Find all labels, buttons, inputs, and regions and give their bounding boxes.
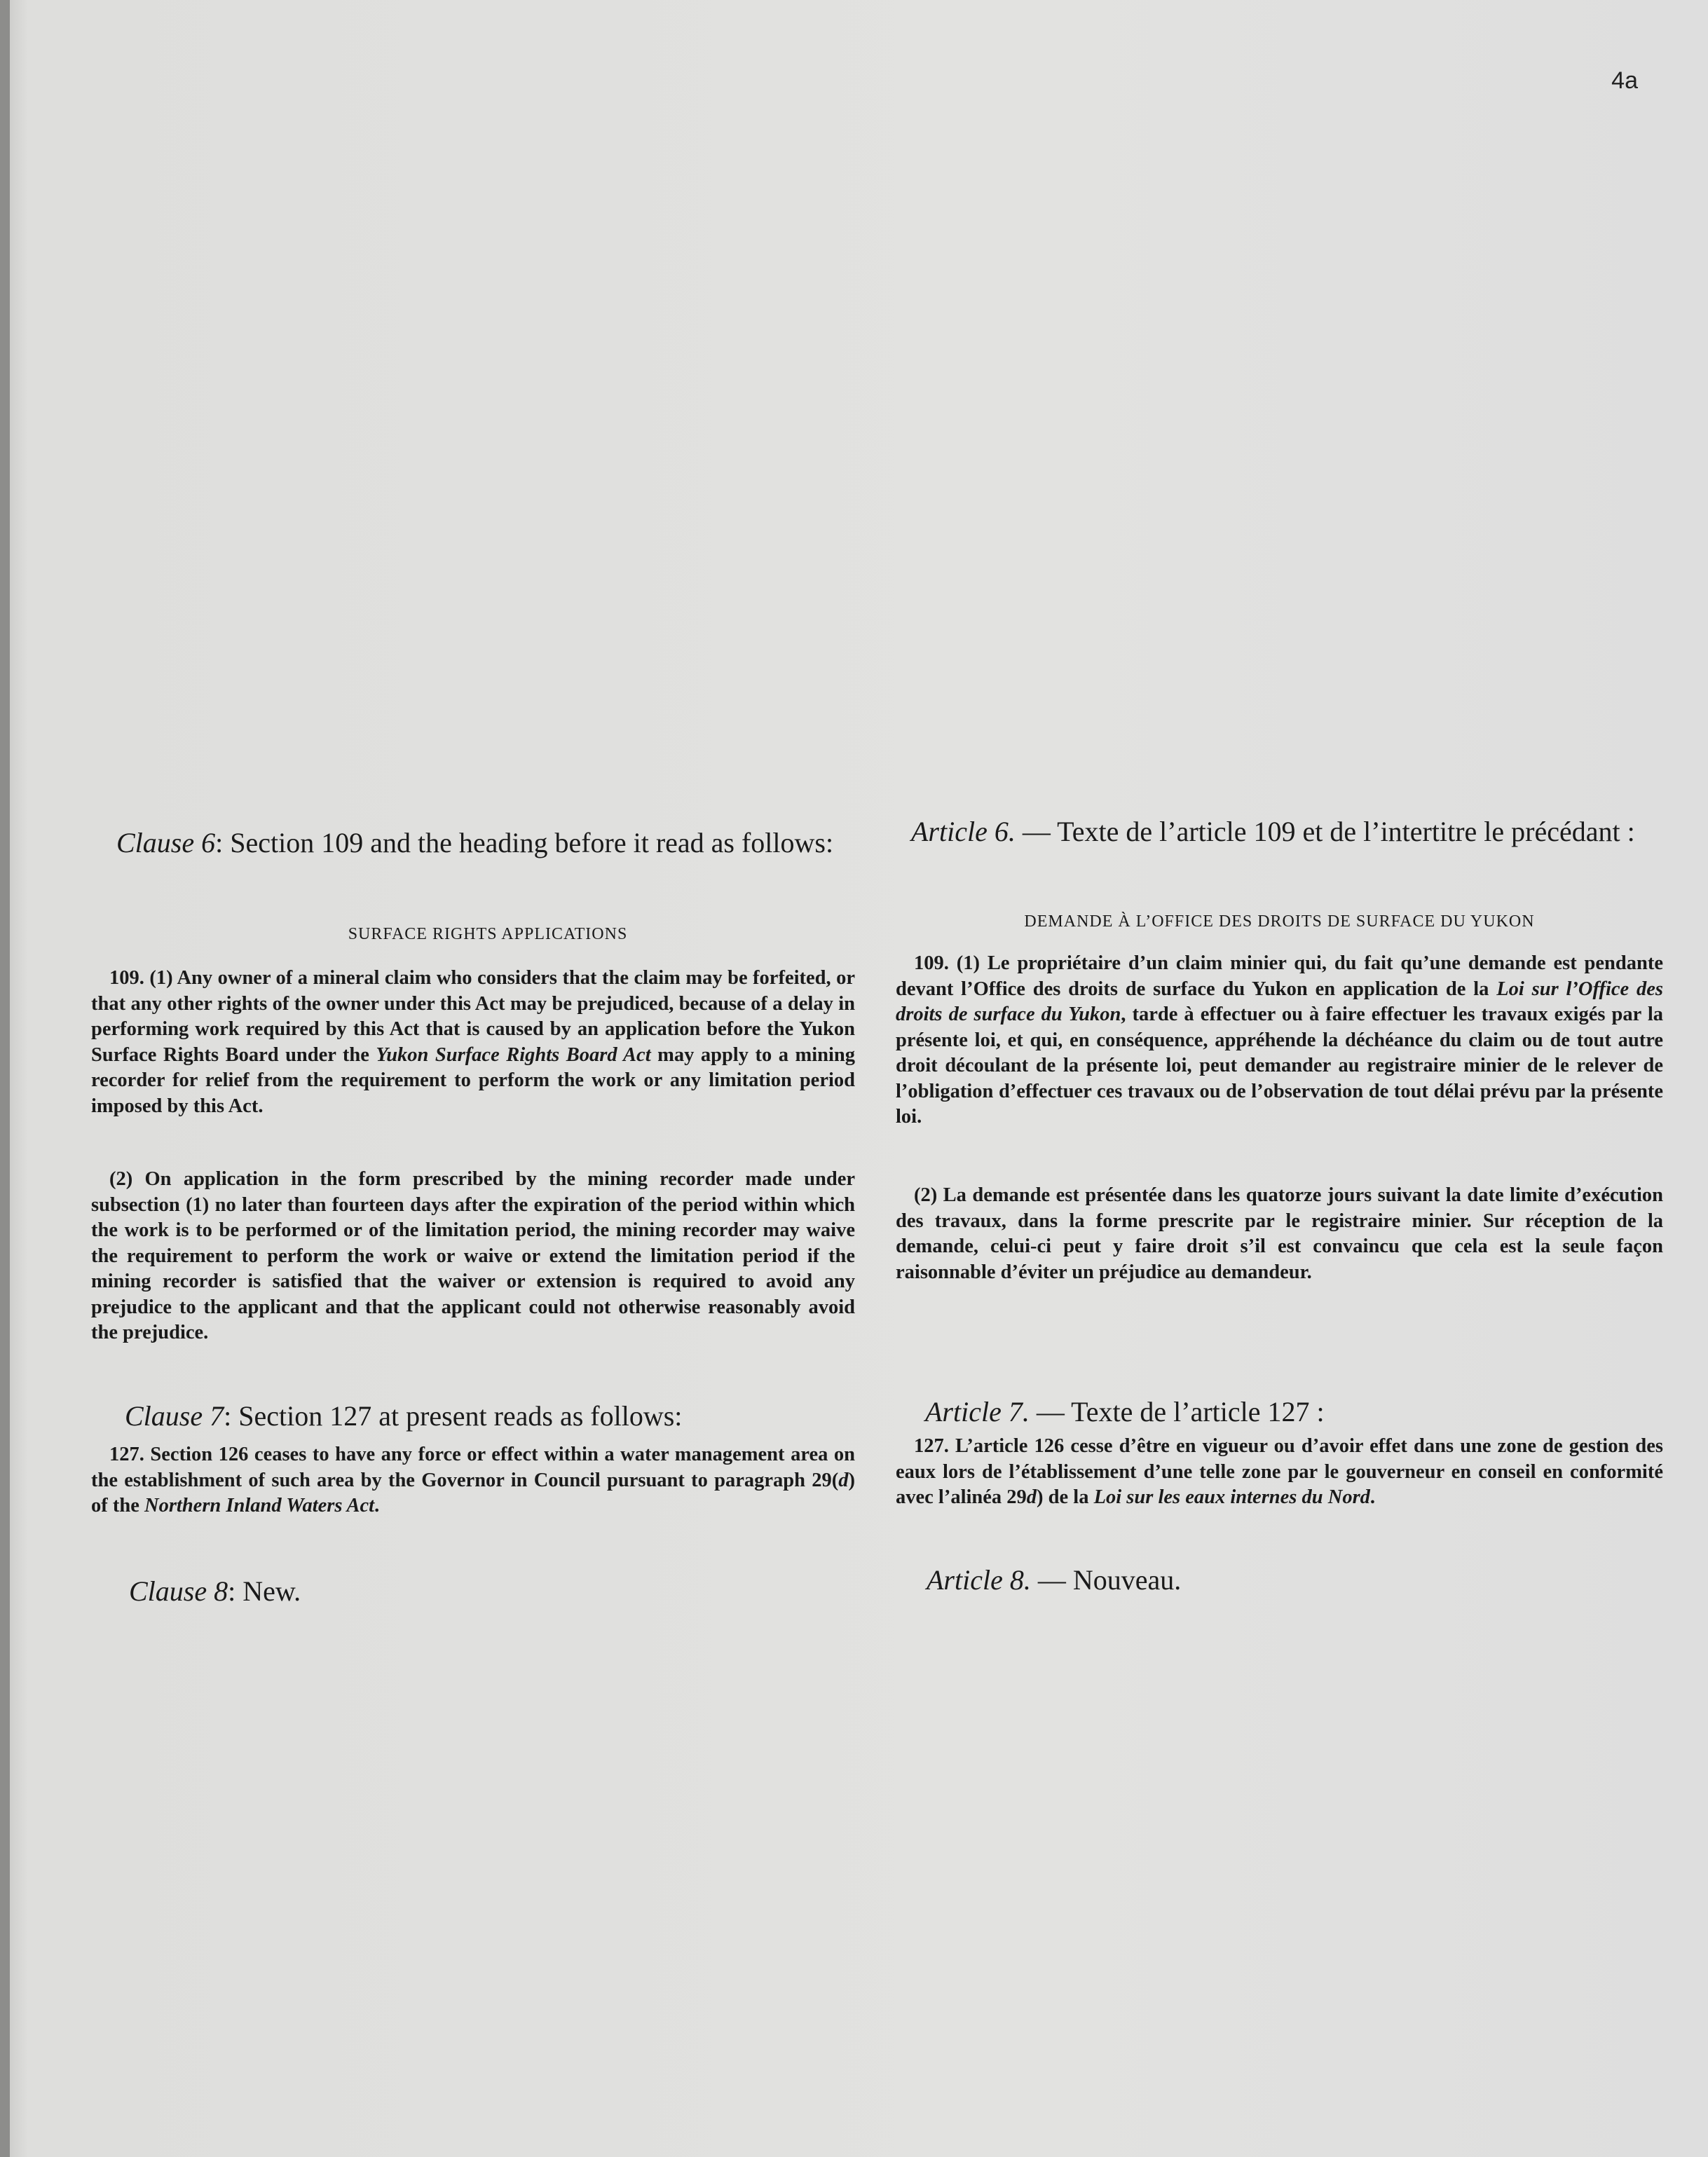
section-text: (1) Le propriétaire d’un claim minier qui, du fait qu’une demande est pendante devant l’Office des droits de surface du Yukon en application de la [896, 952, 1663, 1000]
section-text-end: . [1369, 1486, 1376, 1508]
clause-7-heading [125, 1399, 861, 1434]
section-number: 127. [109, 1444, 144, 1465]
article-8-heading [927, 1563, 1627, 1598]
section-text-cont: ) of the [91, 1469, 855, 1516]
act-title: Yukon Surface Rights Board Act [376, 1043, 651, 1066]
article-8-text: — Nouveau. [1030, 1564, 1182, 1596]
section-text-cont: ) de la [1037, 1486, 1094, 1508]
article-6-label: Article 6. [911, 816, 1016, 847]
article-7-label: Article 7. [925, 1396, 1030, 1427]
article-8-label: Article 8. [927, 1564, 1031, 1596]
section-text: Section 126 ceases to have any force or effect within a water management area on the establishment of such area by the Governor in Council pursuant to paragraph 29( [91, 1444, 855, 1491]
clause-8-text: : New. [228, 1575, 301, 1607]
clause-6-text: : Section 109 and the heading before it read as follows: [215, 827, 834, 858]
act-title: Loi sur les eaux internes du Nord [1093, 1486, 1370, 1508]
section-109-2-french: (2) La demande est présentée dans les quatorze jours suivant la date limite d’exécution des travaux, dans la forme prescrite par le registraire minier. Sur réception de la demande, celui-ci peut y faire droit s’il est convaincu que cela est la seule façon raisonnable d’éviter un préjudice au demandeur. [896, 1184, 1663, 1283]
article-6-subtitle: DEMANDE À L’OFFICE DES DROITS DE SURFACE DU YUKON [1024, 912, 1535, 931]
clause-6-subtitle: SURFACE RIGHTS APPLICATIONS [348, 925, 628, 943]
section-number: 127. [914, 1435, 949, 1457]
section-text: (1) Any owner of a mineral claim who considers that the claim may be forfeited, or that any other rights of the owner under this Act may be prejudiced, because of a delay in performing work required by this Act that is caused by an application before the Yukon Surface Rights Board under the [91, 967, 855, 1066]
section-text-cont: may apply to a mining recorder for relief from the requirement to perform the work or any limitation period imposed by this Act. [91, 1043, 855, 1117]
section-number: 109. [109, 967, 144, 989]
act-title: Loi sur l’Office des droits de surface du Yukon [896, 978, 1663, 1025]
section-text: L’article 126 cesse d’être en vigueur ou d’avoir effet dans une zone de gestion des eaux lors de l’établissement d’une telle zone par le gouverneur en conseil en conformité avec l’alinéa 29 [896, 1435, 1663, 1508]
section-127-english [91, 1442, 855, 1519]
article-6-heading [911, 814, 1665, 849]
paragraph-letter: d [1026, 1486, 1037, 1508]
page-number: 4a [1611, 67, 1638, 94]
clause-6-label: Clause 6 [116, 827, 216, 858]
article-7-text: — Texte de l’article 127 : [1029, 1396, 1325, 1427]
clause-7-text: : Section 127 at present reads as follows: [224, 1400, 683, 1432]
section-109-1-french [896, 951, 1663, 1130]
page-binding-edge [0, 0, 10, 2157]
clause-8-heading [129, 1574, 830, 1609]
bleed-through-texture [105, 77, 325, 293]
section-text-end: . [374, 1495, 380, 1516]
section-number: 109. [914, 952, 949, 974]
section-127-french [896, 1434, 1663, 1511]
section-text-cont: , tarde à effectuer ou à faire effectuer les travaux exigés par la présente loi, et qui, en conséquence, appréhende la déchéance du claim ou de tout autre droit découlant de la présente loi, peut demander au registraire minier de le relever de l’obligation d’effectuer ces travaux ou de l’observation de tout délai prévu par la présente loi. [896, 1004, 1663, 1128]
act-title: Northern Inland Waters Act [144, 1495, 375, 1516]
section-109-2-english: (2) On application in the form prescribed by the mining recorder made under subsection (1) no later than fourteen days after the expiration of the period within which the work is to be performed or of the limitation period, the mining recorder may waive the requirement to perform the work or waive or extend the limitation period if the mining recorder is satisfied that the waiver or extension is required to avoid any prejudice to the applicant and that the applicant could not otherwise reasonably avoid the prejudice. [91, 1168, 855, 1343]
clause-6-heading [116, 826, 859, 861]
clause-7-label: Clause 7 [125, 1400, 224, 1432]
article-6-text: — Texte de l’article 109 et de l’intertitre le précédant : [1015, 816, 1635, 847]
article-7-heading [925, 1395, 1661, 1430]
paragraph-letter: d [838, 1469, 849, 1491]
clause-8-label: Clause 8 [129, 1575, 228, 1607]
section-109-1-english [91, 966, 855, 1119]
